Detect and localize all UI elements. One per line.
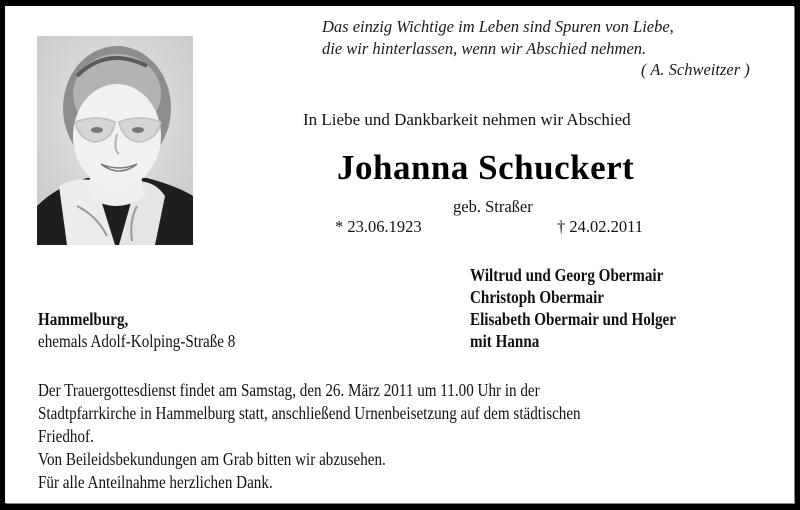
mourners-list (470, 264, 715, 352)
service-info (38, 379, 684, 494)
residence-address (38, 330, 273, 352)
residence-address-text: ehemals Adolf-Kolping-Straße 8 (38, 331, 236, 351)
quote (322, 16, 674, 60)
service-line: Friedhof. (38, 426, 94, 446)
service-line: Von Beileidsbekundungen am Grab bitten wir abzusehen. (38, 449, 386, 469)
mourner: Elisabeth Obermair und Holger (470, 309, 676, 329)
quote-author: ( A. Schweitzer ) (641, 60, 750, 79)
quote-line: die wir hinterlassen, wenn wir Abschied nehmen. (322, 39, 647, 58)
maiden-name: geb. Straßer (453, 197, 533, 216)
mourner: Wiltrud und Georg Obermair (470, 265, 664, 285)
deceased-name: Johanna Schuckert (337, 148, 635, 187)
service-line: Der Trauergottesdienst findet am Samstag, den 26. März 2011 um 11.00 Uhr in der (38, 380, 540, 400)
portrait-image (37, 36, 193, 245)
service-line: Für alle Anteilnahme herzlichen Dank. (38, 472, 273, 492)
residence-place-text: Hammelburg, (38, 309, 129, 329)
farewell-intro: In Liebe und Dankbarkeit nehmen wir Abschied (303, 110, 631, 129)
mourner: mit Hanna (470, 331, 540, 351)
portrait-photo (37, 36, 193, 245)
service-line: Stadtpfarrkirche in Hammelburg statt, anschließend Urnenbeisetzung auf dem städtischen (38, 403, 581, 423)
residence-place (38, 308, 146, 330)
obituary-notice (5, 6, 794, 503)
quote-line: Das einzig Wichtige im Leben sind Spuren von Liebe, (322, 17, 674, 36)
birth-date: * 23.06.1923 (335, 217, 422, 236)
death-date: † 24.02.2011 (557, 217, 644, 236)
mourner: Christoph Obermair (470, 287, 604, 307)
